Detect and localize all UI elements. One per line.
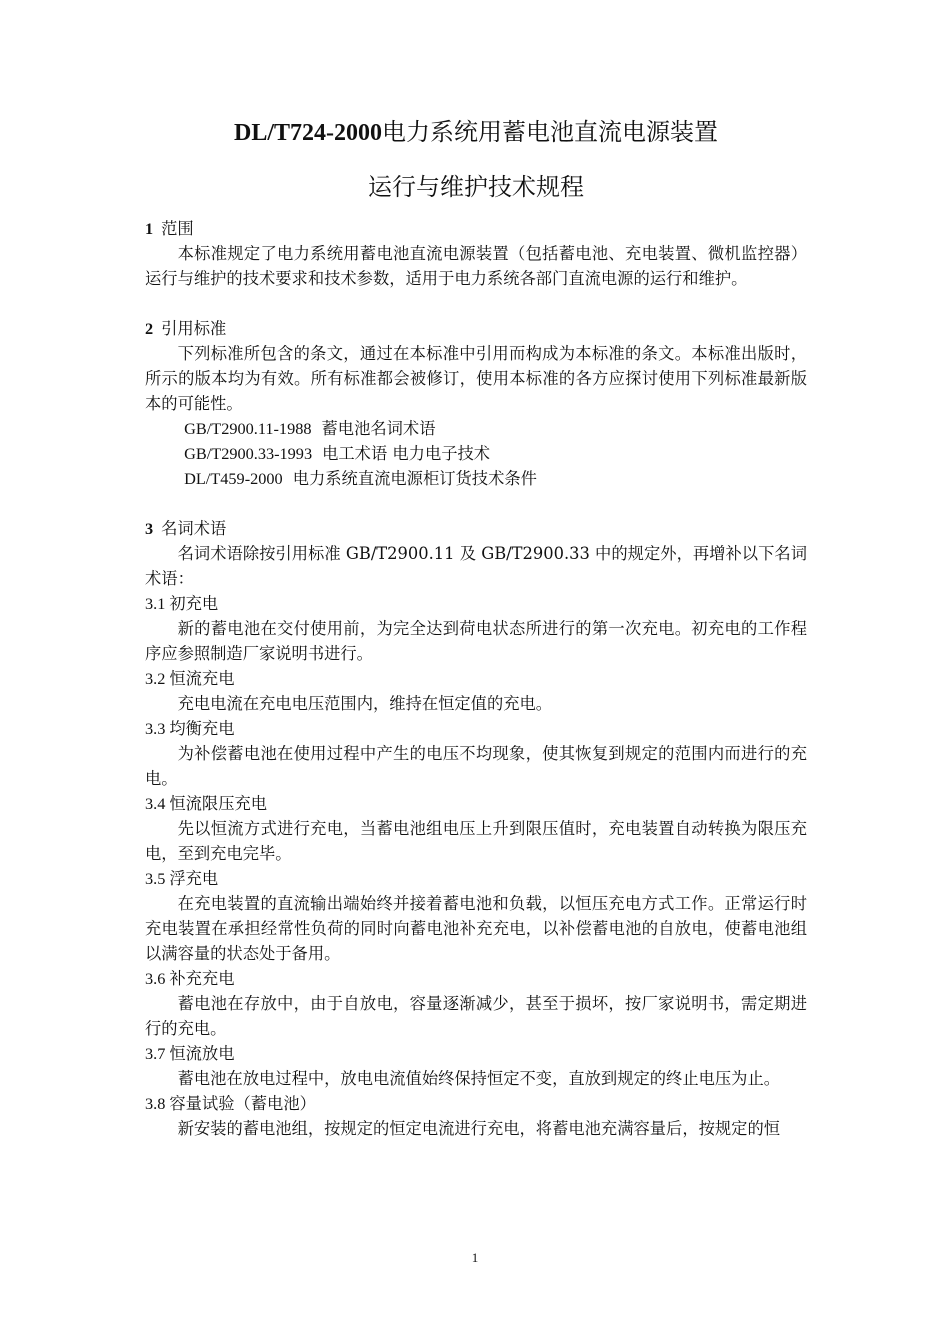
page-number: 1	[471, 1250, 479, 1265]
reference-code: GB/T2900.11-1988	[184, 419, 312, 438]
title-line-2: 运行与维护技术规程	[368, 173, 584, 201]
document-body	[145, 216, 807, 1141]
term-number: 3.3	[145, 719, 166, 738]
term-heading	[145, 666, 807, 691]
reference-name: 蓄电池名词术语	[321, 419, 436, 438]
term-heading	[145, 591, 807, 616]
reference-item	[145, 466, 807, 491]
term-definition: 为补偿蓄电池在使用过程中产生的电压不均现象，使其恢复到规定的范围内而进行的充电。	[145, 744, 807, 788]
section-number: 2	[145, 319, 154, 338]
section-number: 3	[145, 519, 154, 538]
section-spacer	[145, 491, 807, 516]
term-name: 恒流充电	[169, 669, 235, 688]
term-definition: 蓄电池在存放中，由于自放电，容量逐渐减少，甚至于损坏，按厂家说明书，需定期进行的充电。	[145, 994, 807, 1038]
term-definition: 新的蓄电池在交付使用前，为完全达到荷电状态所进行的第一次充电。初充电的工作程序应参照制造厂家说明书进行。	[145, 619, 807, 663]
section-1-heading	[145, 216, 807, 241]
section-number: 1	[145, 219, 154, 238]
term-heading	[145, 966, 807, 991]
term-heading	[145, 866, 807, 891]
term-name: 恒流限压充电	[169, 794, 268, 813]
section-3-intro: 名词术语除按引用标准 GB/T2900.11 及 GB/T2900.33 中的规定外，再增补以下名词术语：	[145, 544, 807, 588]
term-heading	[145, 791, 807, 816]
document-title	[145, 112, 807, 207]
section-spacer	[145, 291, 807, 316]
reference-name: 电力系统直流电源柜订货技术条件	[292, 469, 537, 488]
standard-code: DL/T724-2000	[233, 120, 382, 146]
title-line-1	[145, 112, 807, 153]
title-main: 电力系统用蓄电池直流电源装置	[382, 118, 718, 146]
section-title: 引用标准	[161, 319, 227, 338]
term-heading	[145, 1041, 807, 1066]
term-number: 3.8	[145, 1094, 166, 1113]
reference-code: DL/T459-2000	[184, 469, 283, 488]
term-definition: 充电电流在充电电压范围内，维持在恒定值的充电。	[177, 694, 553, 713]
section-1-paragraph: 本标准规定了电力系统用蓄电池直流电源装置（包括蓄电池、充电装置、微机监控器）运行与维护的技术要求和技术参数，适用于电力系统各部门直流电源的运行和维护。	[145, 244, 807, 288]
term-definition: 先以恒流方式进行充电，当蓄电池组电压上升到限压值时，充电装置自动转换为限压充电，至到充电完毕。	[145, 819, 807, 863]
term-number: 3.2	[145, 669, 166, 688]
term-definition: 在充电装置的直流输出端始终并接着蓄电池和负载，以恒压充电方式工作。正常运行时充电装置在承担经常性负荷的同时向蓄电池补充充电，以补偿蓄电池的自放电，使蓄电池组以满容量的状态处于备用。	[145, 894, 807, 963]
term-definition: 蓄电池在放电过程中，放电电流值始终保持恒定不变，直放到规定的终止电压为止。	[177, 1069, 781, 1088]
document-page	[145, 112, 807, 1141]
section-2-paragraph: 下列标准所包含的条文，通过在本标准中引用而构成为本标准的条文。本标准出版时，所示的版本均为有效。所有标准都会被修订，使用本标准的各方应探讨使用下列标准最新版本的可能性。	[145, 344, 807, 413]
term-heading	[145, 716, 807, 741]
term-heading	[145, 1091, 807, 1116]
term-name: 均衡充电	[169, 719, 235, 738]
term-number: 3.5	[145, 869, 166, 888]
term-number: 3.6	[145, 969, 166, 988]
term-name: 初充电	[169, 594, 219, 613]
term-name: 容量试验（蓄电池）	[169, 1094, 316, 1113]
term-number: 3.1	[145, 594, 166, 613]
term-name: 补充充电	[169, 969, 235, 988]
section-title: 范围	[161, 219, 194, 238]
term-name: 浮充电	[169, 869, 219, 888]
reference-item	[145, 416, 807, 441]
reference-item	[145, 441, 807, 466]
section-title: 名词术语	[161, 519, 227, 538]
term-number: 3.4	[145, 794, 166, 813]
term-name: 恒流放电	[169, 1044, 235, 1063]
section-3-heading	[145, 516, 807, 541]
reference-code: GB/T2900.33-1993	[184, 444, 313, 463]
term-definition: 新安装的蓄电池组，按规定的恒定电流进行充电，将蓄电池充满容量后，按规定的恒	[177, 1119, 781, 1138]
reference-name: 电工术语 电力电子技术	[322, 444, 491, 463]
term-number: 3.7	[145, 1044, 166, 1063]
section-2-heading	[145, 316, 807, 341]
